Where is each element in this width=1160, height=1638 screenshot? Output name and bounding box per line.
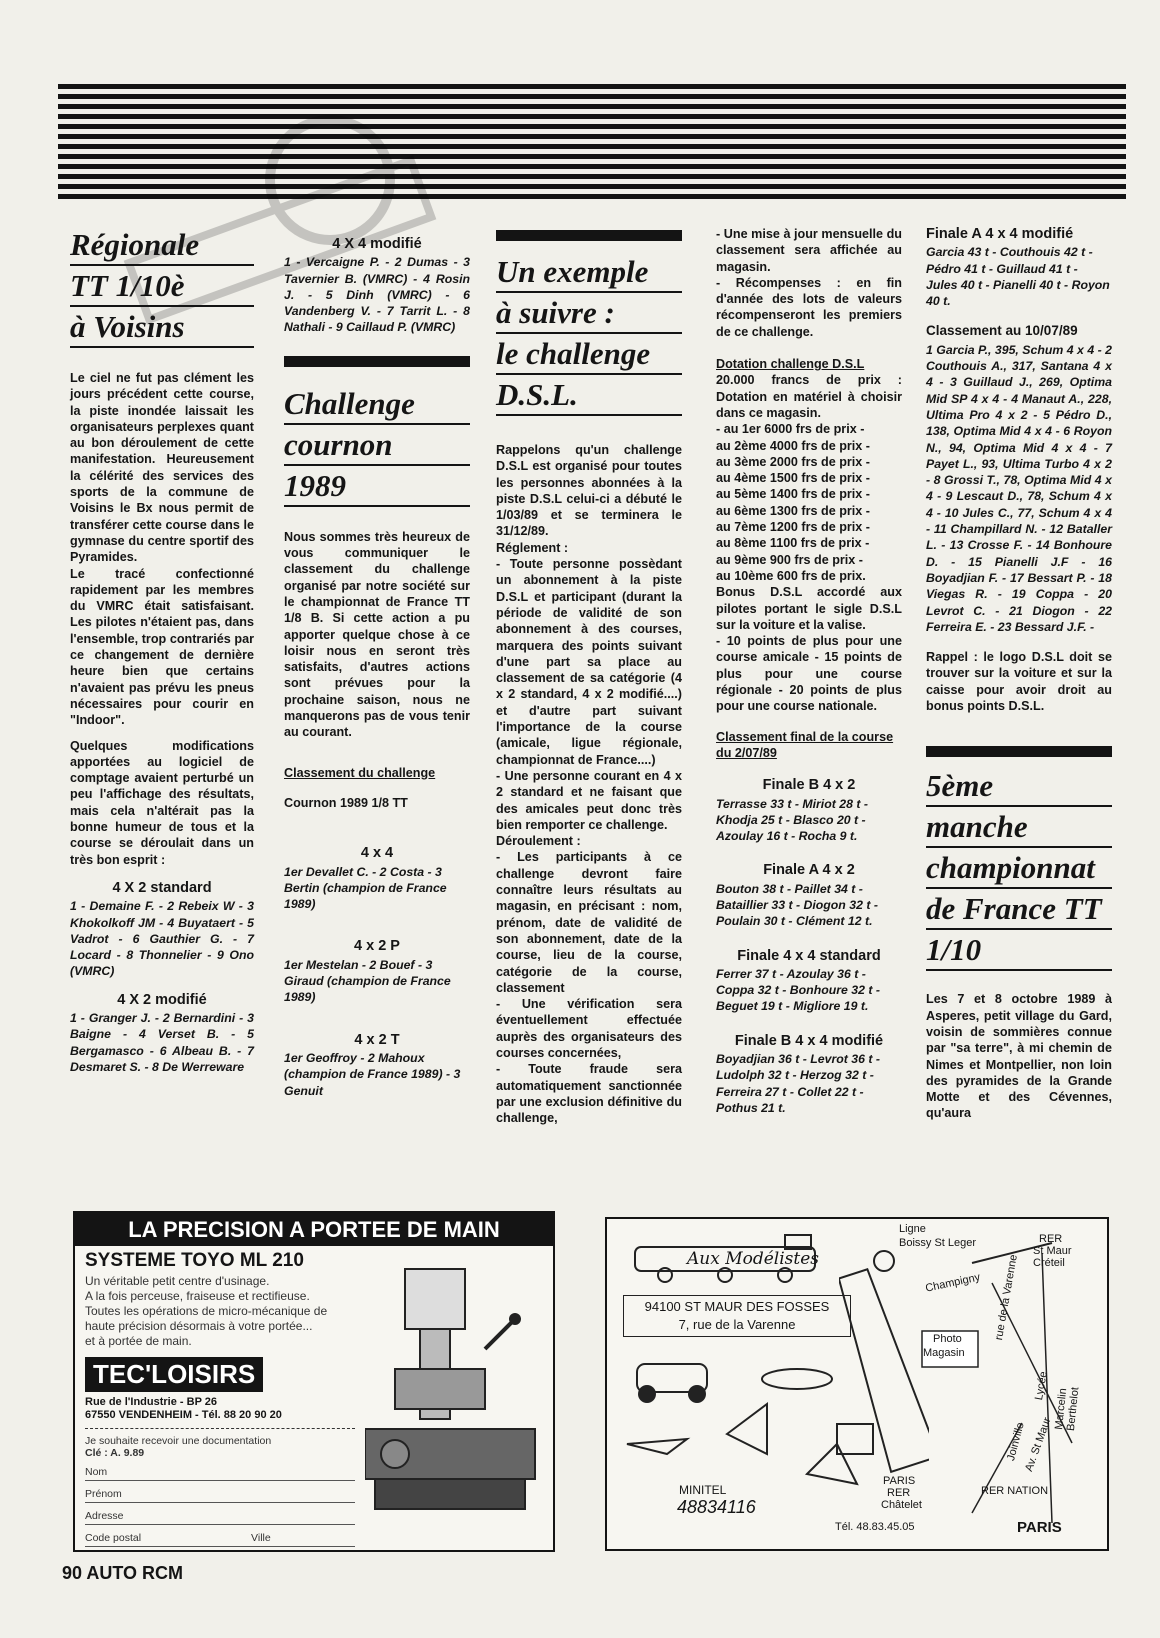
results-heading: 4 x 2 P <box>354 938 400 955</box>
paragraph: - Toute personne possèdant un abonnement à la piste D.S.L et participant (durant la période de validité de son abonnement à des courses, marquera des points suivant d'une part sa place au classement de sa catégorie (4 x 2 standard, 4 x 2 modifié....) et d'autre part suivant l'importance de la course (amicale, ligue régionale, championnat de France....) <box>496 557 682 767</box>
results-list: Garcia 43 t - Couthouis 42 t - Pédro 41 t - Guillaud 41 t - Jules 40 t - Pianelli 40 t - Royon 40 t. <box>926 245 1110 309</box>
map-label: St Maur <box>1033 1245 1072 1257</box>
divider-bar <box>496 230 682 241</box>
form-label-ville: Ville <box>251 1532 271 1544</box>
map-label: Photo <box>933 1333 962 1345</box>
column-challenge-dsl <box>496 230 682 1126</box>
results-heading: 4 x 2 T <box>354 1031 400 1048</box>
results-list: 1 - Vercaigne P. - 2 Dumas - 3 Tavernier B. (VMRC) - 4 Rosin J. - 5 Dinh (VMRC) - 6 Vandenberg V. - 7 Tarrit L. - 8 Nathali - 9 Caillaud P. (VMRC) <box>284 255 470 335</box>
paragraph: Rappelons qu'un challenge D.S.L est organisé pour toutes les personnes abonnées à la piste D.S.L celui-ci a débuté le 1/03/89 et se terminera le 31/12/89. <box>496 443 682 539</box>
map-label: RER NATION <box>981 1485 1049 1497</box>
map-label: Boissy St Leger <box>899 1237 977 1249</box>
subheading: Dotation challenge D.S.L <box>716 357 865 372</box>
paragraph: - Toute fraude sera automatiquement sanctionnée par une exclusion définitive du challenge, <box>496 1062 682 1126</box>
article-title-dsl-4: D.S.L. <box>496 376 682 416</box>
paragraph: - Récompenses : en fin d'année des lots de valeurs récompenseront les premiers de ce challenge. <box>716 275 902 339</box>
article-title-cournon-2: cournon <box>284 426 470 466</box>
prize-item: au 5ème 1400 frs de prix - <box>716 487 871 502</box>
results-heading: 4 X 2 standard <box>112 879 212 896</box>
advertisement-tecloisirs <box>73 1211 555 1552</box>
form-intro: Je souhaite recevoir une documentation <box>85 1435 272 1447</box>
results-list: 1 - Demaine F. - 2 Rebeix W - 3 Khokolkoff JM - 4 Buyataert - 5 Vadrot - 6 Gauthier G. - 7 Locard - 8 Thonnelier - 9 Ono (VMRC) <box>70 899 254 979</box>
map-label: PARIS <box>883 1475 916 1487</box>
results-heading: Classement au 10/07/89 <box>926 323 1078 339</box>
prize-item: au 4ème 1500 frs de prix - <box>716 471 871 486</box>
paragraph: Les 7 et 8 octobre 1989 à Asperes, petit village du Gard, voisin de sommières connue par "sa terre", à mi chemin de Nimes et Montpellier, non loin des pyramides de la Grande Motte et des Cévennes, qu'aura <box>926 992 1112 1121</box>
address-line: Rue de l'Industrie - BP 26 <box>85 1396 217 1408</box>
paragraph: - Une personne courant en 4 x 2 standard et ne faisant que des amicales peut donc très bien remporter ce challenge. <box>496 768 682 832</box>
subheading: Classement du challenge <box>284 765 436 780</box>
subheading: Cournon 1989 1/8 TT <box>284 795 408 810</box>
address-line: 94100 ST MAUR DES FOSSES <box>644 1299 830 1314</box>
magazine-name: AUTO RCM <box>86 1563 184 1583</box>
ad-banner: LA PRECISION A PORTEE DE MAIN <box>75 1213 553 1246</box>
map-label: RER <box>887 1487 911 1499</box>
results-list: Ferrer 37 t - Azoulay 36 t - Coppa 32 t - Bonhoure 32 t - Beguet 19 t - Migliore 19 t. <box>716 966 880 1014</box>
article-title-5eme-2: manche <box>926 808 1112 848</box>
article-title-5eme-4: de France TT <box>926 890 1112 930</box>
article-title-dsl-2: à suivre : <box>496 294 682 334</box>
map-label: Marcelin Berthelot <box>1053 1386 1082 1432</box>
map-label: Créteil <box>1033 1257 1065 1269</box>
form-label-cp: Code postal <box>85 1532 142 1544</box>
form-field-codepostal-ville[interactable] <box>85 1525 355 1547</box>
column-challenge-cournon <box>284 226 470 1099</box>
paragraph: Quelques modifications apportées au logiciel de comptage avaient perturbé un peu l'affichage des résultats, mais cela n'altérait pas la bonne humeur de tous et la course se déroulait dans un très bon esprit : <box>70 738 254 867</box>
article-title-5eme-5: 1/10 <box>926 931 1112 971</box>
paragraph: Nous sommes très heureux de vous communiquer le classement du challenge organisé par notre société sur le championnat de France TT 1/8 B. Si cette action a pu apporter quelque chose à ce loisir nous en seront très satisfaits, d'autres actions sont prévues pour la prochaine saison, nous ne manquerons pas de vous tenir au courant. <box>284 529 470 740</box>
results-list: Boyadjian 36 t - Levrot 36 t - Ludolph 32 t - Herzog 32 t - Ferreira 27 t - Collet 22 t - Pothus 21 t. <box>716 1052 880 1115</box>
prize-item: au 9ème 900 frs de prix - <box>716 552 863 567</box>
results-list: 1 Garcia P., 395, Schum 4 x 4 - 2 Couthouis A., 317, Santana 4 x 4 - 3 Guillaud J., 269, Optima Mid SP 4 x 4 - 4 Manaut A., 228, Ultima Pro 4 x 2 - 5 Pédro D., 138, Optima Mid 4 x 4 - 6 Royon N., 94, Optima Mid 4 x 4 - 7 Payet L., 93, Ultima Turbo 4 x 2 - 8 Grossi T., 78, Optima Mid 4 x 4 - 9 Lescaut D., 78, Schum 4 x 4 - 10 Jules C., 77, Schum 4 x 4 - 11 Champillard N. - 12 Bataller L. - 13 Crosse F. - 14 Bonhoure D. - 15 Pianelli J.F - 16 Boyadjian F. - 17 Bessart P. - 18 Viegas R. - 19 Coppa - 20 Levrot C. - 21 Diogon - 22 Ferreira E. - 23 Bessard J.F. - <box>926 342 1112 634</box>
minitel-number: 48834116 <box>677 1497 756 1517</box>
address-line: 7, rue de la Varenne <box>678 1317 796 1332</box>
results-list: 1er Mestelan - 2 Bouef - 3 Giraud (champion de France 1989) <box>284 957 451 1005</box>
paragraph: - Les participants à ce challenge devront faire connaître leurs résultats au magasin, en précisant : nom, prénom, date de validité de son abonnement, date de la course, lieu de la course, catégorie de la course, classement <box>496 850 682 995</box>
divider-bar <box>284 356 470 367</box>
article-title-regionale-1: Régionale <box>70 226 254 266</box>
paragraph: - 10 points de plus pour une course amicale - 15 points de plus pour une course régionale - 20 points de plus pour une course nationale. <box>716 634 902 714</box>
results-list: Bouton 38 t - Paillet 34 t - Bataillier 33 t - Diogon 32 t - Poulain 30 t - Clément 12 t. <box>716 881 878 929</box>
milling-machine-illustration <box>365 1259 545 1539</box>
results-heading: 4 X 2 modifié <box>117 991 207 1008</box>
paragraph: Bonus D.S.L accordé aux pilotes portant le sigle D.S.L sur la voiture et la valise. <box>716 585 902 632</box>
prize-item: au 3ème 2000 frs de prix - <box>716 454 871 469</box>
article-title-regionale-2: TT 1/10è <box>70 267 254 307</box>
article-title-dsl-1: Un exemple <box>496 253 682 293</box>
map-label: RER <box>1039 1233 1063 1245</box>
column-dsl-continued <box>716 226 902 1116</box>
column-regionale <box>70 226 254 1075</box>
request-form <box>85 1428 355 1547</box>
ad-line: Un véritable petit centre d'usinage. <box>85 1274 270 1288</box>
column-classement <box>926 226 1112 1122</box>
prize-item: au 8ème 1100 frs de prix - <box>716 536 870 551</box>
map-label: Ligne <box>899 1223 926 1235</box>
divider-bar <box>926 746 1112 757</box>
subheading: Déroulement : <box>496 834 581 849</box>
rappel-label: Rappel <box>926 650 968 665</box>
paragraph: Le ciel ne fut pas clément les jours précédent cette course, la piste inondée laissait les organisateurs perplexes quant au bon déroulement de cette manifestation. Heureusement la célérité des services des sports de la commune de Voisins le Bx nous permit de transférer cette course dans le gymnase du centre sportif des Pyramides. <box>70 371 254 565</box>
results-heading: 4 X 4 modifié <box>332 236 422 252</box>
results-list: 1er Devallet C. - 2 Costa - 3 Bertin (champion de France 1989) <box>284 864 447 912</box>
paragraph: Le tracé confectionné rapidement par les membres du VMRC était satisfaisant. Les pilotes n'étaient pas, dans l'ensemble, trop contrariés par ce changement de dernière heure bien que certains n'avaient pas prévu les pneus nécessaires pour courir en "Indoor". <box>70 566 254 728</box>
results-heading: Finale A 4 x 4 modifié <box>926 226 1074 242</box>
results-heading: Finale 4 x 4 standard <box>737 947 881 964</box>
brand-logo: TEC'LOISIRS <box>85 1357 263 1392</box>
address-line: 67550 VENDENHEIM - Tél. 88 20 90 20 <box>85 1409 282 1421</box>
prize-item: - au 1er 6000 frs de prix - <box>716 422 865 437</box>
ad-title: SYSTEME TOYO ML 210 <box>85 1250 304 1271</box>
results-heading: Finale B 4 x 4 modifié <box>734 1032 884 1049</box>
map-label: PARIS <box>1017 1519 1062 1536</box>
article-title-dsl-3: le challenge <box>496 335 682 375</box>
prize-item: au 6ème 1300 frs de prix - <box>716 503 871 518</box>
map-label: Lycée <box>1033 1370 1050 1402</box>
prize-item: au 7ème 1200 frs de prix - <box>716 520 871 535</box>
ad-line: A la fois perceuse, fraiseuse et rectifieuse. <box>85 1289 310 1303</box>
paragraph: - Une mise à jour mensuelle du classement sera affichée au magasin. <box>716 227 902 274</box>
map-label: Châtelet <box>881 1499 922 1511</box>
prize-item: au 10ème 600 frs de prix. <box>716 568 866 583</box>
article-title-cournon-3: 1989 <box>284 467 470 507</box>
results-list: 1 - Granger J. - 2 Bernardini - 3 Baigne - 4 Verset B. - 5 Bergamasco - 6 Albeau B. - 7 Desmaret S. - 8 De Werreware <box>70 1010 254 1074</box>
map-label: Av. St Maur <box>1023 1415 1054 1474</box>
subheading: Réglement : <box>496 540 569 555</box>
article-title-regionale-3: à Voisins <box>70 308 254 348</box>
minitel-label: MINITEL <box>679 1483 727 1497</box>
ad-line: haute précision désormais à votre portée... <box>85 1319 313 1333</box>
ad-line: et à portée de main. <box>85 1334 192 1348</box>
shop-address <box>623 1295 851 1337</box>
form-key: Clé : A. 9.89 <box>85 1447 145 1459</box>
paragraph <box>926 649 1112 714</box>
results-heading: Finale B 4 x 2 <box>762 777 856 794</box>
form-field-prenom[interactable]: Prénom <box>85 1481 355 1503</box>
page-footer <box>62 1563 183 1584</box>
results-heading: Finale A 4 x 2 <box>763 862 855 879</box>
prize-list <box>716 421 902 584</box>
map-label: rue de la Varenne <box>993 1253 1020 1342</box>
article-title-cournon-1: Challenge <box>284 385 470 425</box>
header-stripes <box>58 84 1126 204</box>
models-illustration <box>617 1344 877 1514</box>
rappel-text: : le logo D.S.L doit se trouver sur la voiture et sur la caisse pour avoir droit au bonus points D.S.L. <box>926 650 1112 714</box>
advertisement-aux-modelistes <box>605 1217 1109 1551</box>
map-label: Joinville <box>1005 1421 1027 1463</box>
shop-name: Aux Modélistes <box>687 1249 820 1269</box>
paragraph: - Une vérification sera éventuellement effectuée auprès des organisateurs des courses concernées, <box>496 997 682 1060</box>
results-heading: 4 x 4 <box>360 845 394 862</box>
subheading: Classement final de la course du 2/07/89 <box>716 729 894 760</box>
page-number: 90 <box>62 1563 83 1583</box>
form-field-nom[interactable]: Nom <box>85 1459 355 1481</box>
article-title-5eme-1: 5ème <box>926 767 1112 807</box>
article-title-5eme-3: championnat <box>926 849 1112 889</box>
ad-line: Toutes les opérations de micro-mécanique de <box>85 1304 328 1318</box>
prize-item: au 2ème 4000 frs de prix - <box>716 438 871 453</box>
paragraph: 20.000 francs de prix : Dotation en matériel à choisir dans ce magasin. <box>716 373 902 420</box>
results-list: 1er Geoffroy - 2 Mahoux (champion de France 1989) - 3 Genuit <box>284 1050 461 1098</box>
form-field-adresse[interactable]: Adresse <box>85 1503 355 1525</box>
results-list: Terrasse 33 t - Miriot 28 t - Khodja 25 t - Blasco 20 t - Azoulay 16 t - Rocha 9 t. <box>716 796 868 844</box>
map-label: Magasin <box>923 1347 965 1359</box>
shop-phone: Tél. 48.83.45.05 <box>835 1521 915 1533</box>
map-label: Champigny <box>924 1271 982 1295</box>
